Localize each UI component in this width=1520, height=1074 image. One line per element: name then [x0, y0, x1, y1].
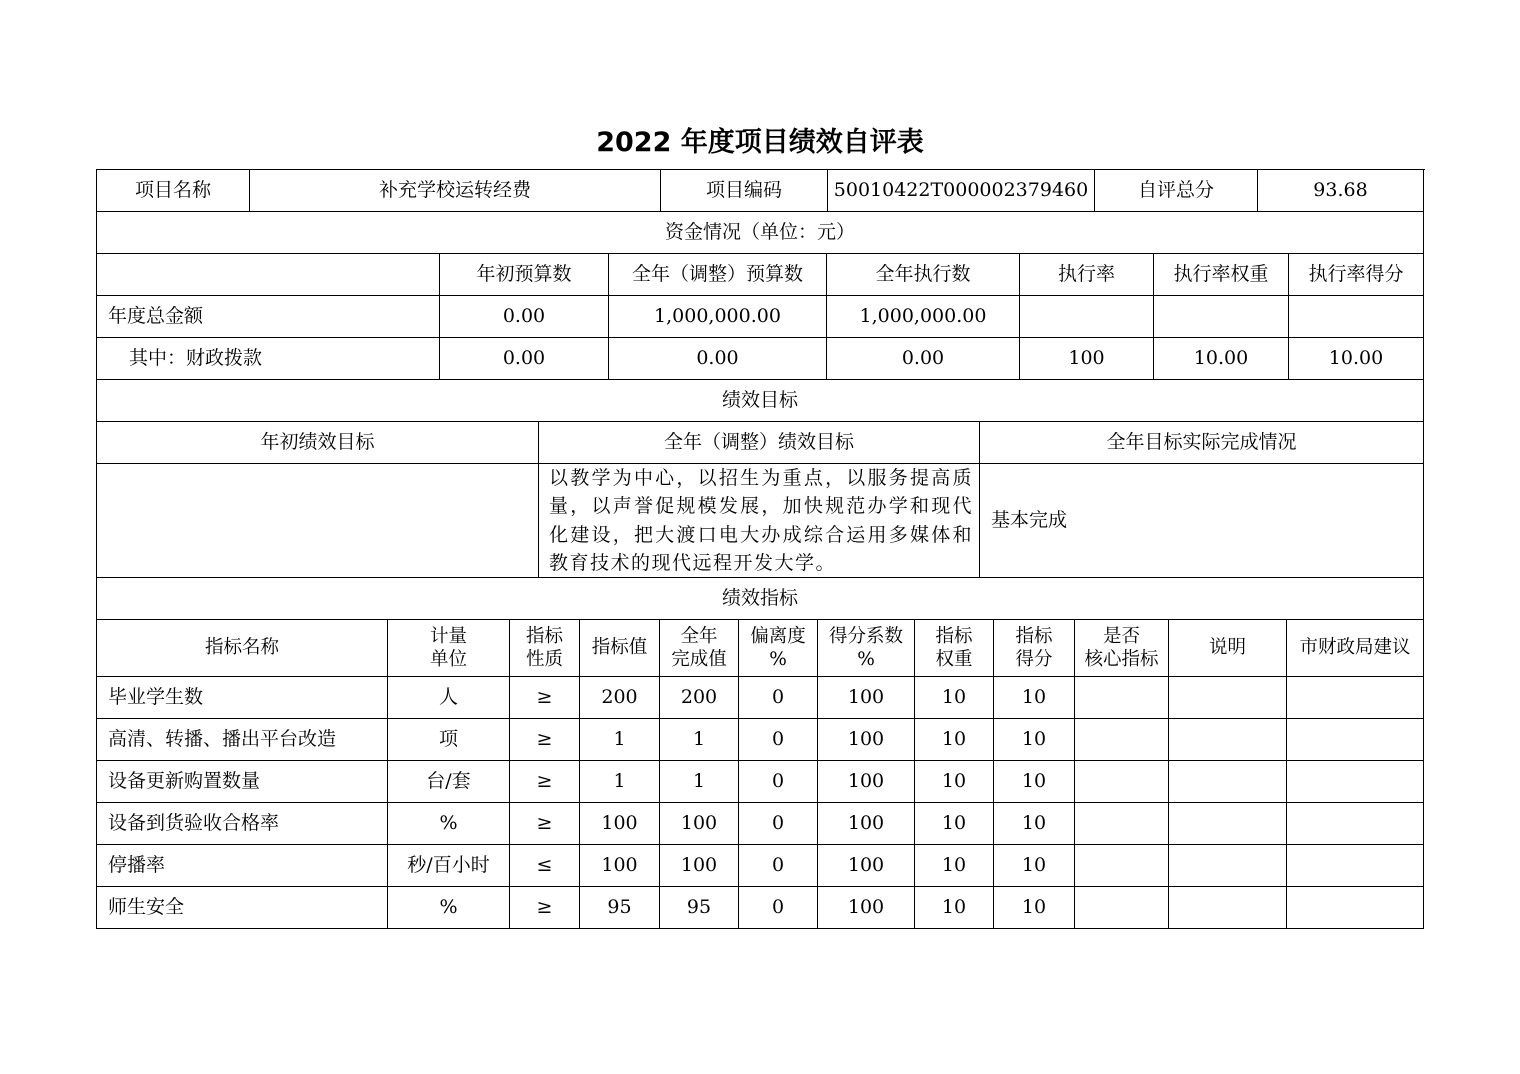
ind-value-cell: 100 [580, 803, 660, 845]
funds-header-rate-weight: 执行率权重 [1154, 254, 1289, 296]
ind-nature-cell: ≥ [510, 719, 580, 761]
ind-completed-cell: 100 [660, 803, 739, 845]
funds-header-exec-rate: 执行率 [1020, 254, 1154, 296]
self-score-label: 自评总分 [1095, 170, 1258, 212]
ind-score-cell: 10 [994, 677, 1075, 719]
ind-header-weight: 指标 权重 [915, 620, 994, 677]
ind-suggestion-cell [1287, 677, 1424, 719]
table-row [97, 803, 1425, 845]
goals-section-header [97, 380, 1425, 422]
ind-score-cell: 10 [994, 887, 1075, 929]
ind-value-cell: 200 [580, 677, 660, 719]
ind-core-cell [1075, 803, 1169, 845]
indicators-section-header [97, 578, 1425, 620]
ind-header-name: 指标名称 [97, 620, 388, 677]
funds-header-rate-score: 执行率得分 [1289, 254, 1424, 296]
funds-row-label: 其中：财政拨款 [97, 338, 440, 380]
ind-completed-cell: 100 [660, 845, 739, 887]
ind-weight-cell: 10 [915, 677, 994, 719]
ind-completed-cell: 95 [660, 887, 739, 929]
funds-header-initial-budget: 年初预算数 [440, 254, 609, 296]
ind-value-cell: 1 [580, 719, 660, 761]
project-code-value: 50010422T000002379460 [828, 170, 1095, 212]
table-row [97, 887, 1425, 929]
funds-cell: 0.00 [440, 338, 609, 380]
funds-cell: 100 [1020, 338, 1154, 380]
self-score-value: 93.68 [1258, 170, 1424, 212]
funds-header-row [97, 254, 1425, 296]
indicators-section-label: 绩效指标 [97, 578, 1424, 620]
ind-note-cell [1169, 677, 1287, 719]
funds-cell: 0.00 [827, 338, 1020, 380]
ind-header-value: 指标值 [580, 620, 660, 677]
funds-cell: 1,000,000.00 [827, 296, 1020, 338]
ind-completed-cell: 1 [660, 761, 739, 803]
goals-header-actual: 全年目标实际完成情况 [980, 422, 1424, 464]
project-name-value: 补充学校运转经费 [250, 170, 661, 212]
ind-name-cell: 设备更新购置数量 [97, 761, 388, 803]
ind-core-cell [1075, 887, 1169, 929]
funds-header-adjusted-budget: 全年（调整）预算数 [609, 254, 827, 296]
funds-cell: 1,000,000.00 [609, 296, 827, 338]
ind-deviation-cell: 0 [739, 803, 818, 845]
ind-deviation-cell: 0 [739, 761, 818, 803]
ind-suggestion-cell [1287, 887, 1424, 929]
ind-nature-cell: ≥ [510, 761, 580, 803]
ind-weight-cell: 10 [915, 719, 994, 761]
ind-header-nature: 指标 性质 [510, 620, 580, 677]
ind-nature-cell: ≥ [510, 803, 580, 845]
ind-nature-cell: ≥ [510, 677, 580, 719]
ind-header-core: 是否 核心指标 [1075, 620, 1169, 677]
ind-header-note: 说明 [1169, 620, 1287, 677]
goals-section-label: 绩效目标 [97, 380, 1424, 422]
ind-suggestion-cell [1287, 845, 1424, 887]
ind-header-unit: 计量 单位 [388, 620, 510, 677]
ind-nature-cell: ≥ [510, 887, 580, 929]
funds-cell: 0.00 [609, 338, 827, 380]
goals-header-initial: 年初绩效目标 [97, 422, 539, 464]
ind-unit-cell: % [388, 803, 510, 845]
ind-core-cell [1075, 761, 1169, 803]
funds-section-header [97, 212, 1425, 254]
ind-unit-cell: 台/套 [388, 761, 510, 803]
ind-score-cell: 10 [994, 803, 1075, 845]
table-row [97, 845, 1425, 887]
evaluation-table [96, 169, 1425, 929]
ind-coefficient-cell: 100 [818, 719, 915, 761]
ind-name-cell: 停播率 [97, 845, 388, 887]
ind-weight-cell: 10 [915, 887, 994, 929]
ind-name-cell: 毕业学生数 [97, 677, 388, 719]
project-code-label: 项目编码 [661, 170, 828, 212]
funds-section-label: 资金情况（单位：元） [97, 212, 1424, 254]
ind-core-cell [1075, 719, 1169, 761]
ind-suggestion-cell [1287, 803, 1424, 845]
ind-name-cell: 师生安全 [97, 887, 388, 929]
page-title: 2022 年度项目绩效自评表 [596, 127, 924, 158]
ind-value-cell: 100 [580, 845, 660, 887]
ind-note-cell [1169, 845, 1287, 887]
table-row [97, 719, 1425, 761]
ind-coefficient-cell: 100 [818, 761, 915, 803]
funds-header-blank [97, 254, 440, 296]
ind-value-cell: 1 [580, 761, 660, 803]
ind-header-coefficient: 得分系数 % [818, 620, 915, 677]
funds-row-label: 年度总金额 [97, 296, 440, 338]
ind-weight-cell: 10 [915, 803, 994, 845]
goals-initial-text [97, 464, 539, 578]
funds-cell: 10.00 [1289, 338, 1424, 380]
ind-unit-cell: 人 [388, 677, 510, 719]
indicator-rows [97, 677, 1425, 929]
ind-coefficient-cell: 100 [818, 803, 915, 845]
project-name-label: 项目名称 [97, 170, 250, 212]
ind-name-cell: 设备到货验收合格率 [97, 803, 388, 845]
ind-value-cell: 95 [580, 887, 660, 929]
ind-coefficient-cell: 100 [818, 845, 915, 887]
ind-header-score: 指标 得分 [994, 620, 1075, 677]
ind-note-cell [1169, 719, 1287, 761]
funds-cell [1020, 296, 1154, 338]
ind-deviation-cell: 0 [739, 719, 818, 761]
ind-score-cell: 10 [994, 761, 1075, 803]
funds-cell: 0.00 [440, 296, 609, 338]
ind-note-cell [1169, 761, 1287, 803]
ind-core-cell [1075, 677, 1169, 719]
ind-deviation-cell: 0 [739, 887, 818, 929]
ind-score-cell: 10 [994, 845, 1075, 887]
ind-note-cell [1169, 803, 1287, 845]
ind-header-completed: 全年 完成值 [660, 620, 739, 677]
ind-header-suggestion: 市财政局建议 [1287, 620, 1424, 677]
ind-deviation-cell: 0 [739, 677, 818, 719]
ind-name-cell: 高清、转播、播出平台改造 [97, 719, 388, 761]
table-row [97, 677, 1425, 719]
table-row [97, 761, 1425, 803]
ind-completed-cell: 200 [660, 677, 739, 719]
ind-weight-cell: 10 [915, 761, 994, 803]
ind-suggestion-cell [1287, 719, 1424, 761]
goals-header-row [97, 422, 1425, 464]
project-info-row [97, 170, 1425, 212]
funds-cell [1289, 296, 1424, 338]
funds-row-fiscal [97, 338, 1425, 380]
funds-row-total [97, 296, 1425, 338]
goals-actual-text: 基本完成 [980, 464, 1424, 578]
funds-cell [1154, 296, 1289, 338]
goals-adjusted-text: 以教学为中心，以招生为重点，以服务提高质量，以声誉促规模发展，加快规范办学和现代化建设，把大渡口电大办成综合运用多媒体和教育技术的现代远程开发大学。 [539, 464, 980, 578]
funds-header-executed: 全年执行数 [827, 254, 1020, 296]
funds-cell: 10.00 [1154, 338, 1289, 380]
goals-content-row [97, 464, 1425, 578]
ind-score-cell: 10 [994, 719, 1075, 761]
ind-header-deviation: 偏离度 % [739, 620, 818, 677]
ind-weight-cell: 10 [915, 845, 994, 887]
ind-coefficient-cell: 100 [818, 677, 915, 719]
ind-unit-cell: 秒/百小时 [388, 845, 510, 887]
ind-coefficient-cell: 100 [818, 887, 915, 929]
indicators-header-row [97, 620, 1425, 677]
goals-header-adjusted: 全年（调整）绩效目标 [539, 422, 980, 464]
ind-unit-cell: 项 [388, 719, 510, 761]
ind-completed-cell: 1 [660, 719, 739, 761]
ind-nature-cell: ≤ [510, 845, 580, 887]
ind-suggestion-cell [1287, 761, 1424, 803]
ind-unit-cell: % [388, 887, 510, 929]
ind-note-cell [1169, 887, 1287, 929]
ind-core-cell [1075, 845, 1169, 887]
ind-deviation-cell: 0 [739, 845, 818, 887]
